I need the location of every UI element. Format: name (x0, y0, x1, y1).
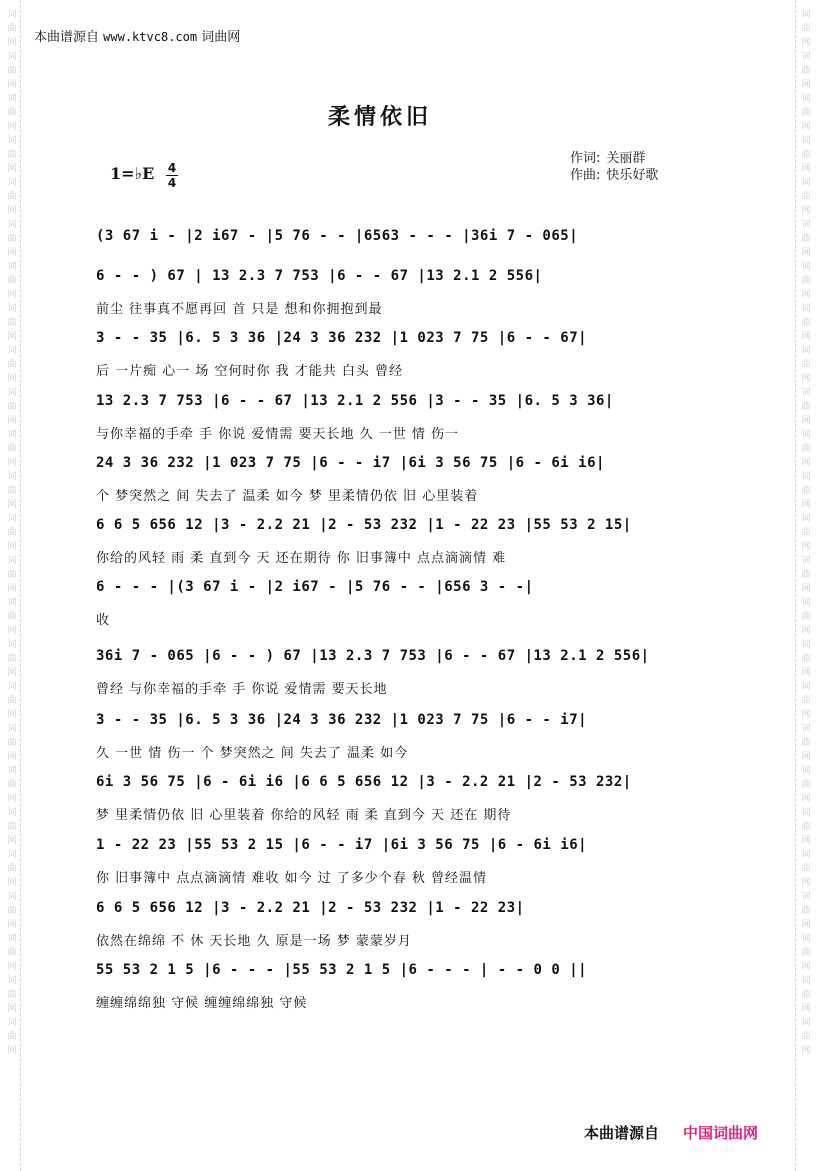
notes-1: (3 67 i - |2 i67 - |5 76 - - |6563 - - - |36i 7 - 065| (96, 228, 579, 244)
lyrics-12: 依然在绵绵 不 休 天长地 久 原是一场 梦 蒙蒙岁月 (96, 934, 412, 949)
lyrics-4: 与你幸福的手牵 手 你说 爱情需 要天长地 久 一世 情 伤一 (96, 427, 460, 442)
notes-10: 6i 3 56 75 |6 - 6i i6 |6 6 5 656 12 |3 - 2.2 21 |2 - 53 232| (96, 774, 632, 790)
time-signature-bottom: 4 (167, 176, 177, 190)
notes-13: 55 53 2 1 5 |6 - - - |55 53 2 1 5 |6 - - - | - - 0 0 || (96, 962, 588, 978)
source-header (34, 26, 240, 45)
lyrics-9: 久 一世 情 伤一 个 梦突然之 间 失去了 温柔 如今 (96, 746, 409, 761)
source-site-link[interactable]: www.ktvc8.com (103, 30, 198, 44)
left-watermark-text: 词曲网词曲网词曲网词曲网词曲网词曲网词曲网词曲网词曲网词曲网词曲网词曲网词曲网词曲网词曲网词曲网词曲网词曲网词曲网词曲网词曲网词曲网词曲网词曲网词曲网 (7, 10, 17, 1056)
source-prefix: 本曲谱源自 (34, 30, 100, 45)
left-watermark-strip (0, 0, 22, 1171)
composer-label: 作曲: (570, 168, 601, 183)
notes-8: 36i 7 - 065 |6 - - ) 67 |13 2.3 7 753 |6 - - 67 |13 2.1 2 556| (96, 648, 650, 664)
notes-2: 6 - - ) 67 | 13 2.3 7 753 |6 - - 67 |13 2.1 2 556| (96, 268, 543, 284)
lyrics-5: 个 梦突然之 间 失去了 温柔 如今 梦 里柔情仍依 旧 心里装着 (96, 489, 479, 504)
notes-12: 6 6 5 656 12 |3 - 2.2 21 |2 - 53 232 |1 - 22 23| (96, 900, 525, 916)
lyrics-2: 前尘 往事真不愿再回 首 只是 想和你拥抱到最 (96, 302, 383, 317)
right-watermark-strip (794, 0, 816, 1171)
lyrics-7: 收 (96, 613, 111, 628)
notes-3: 3 - - 35 |6. 5 3 36 |24 3 36 232 |1 023 7 75 |6 - - 67| (96, 330, 588, 346)
source-suffix: 词曲网 (201, 30, 241, 45)
right-dashed-border (795, 0, 796, 1171)
footer-brand-link[interactable]: 中国词曲网 (683, 1124, 759, 1142)
time-signature-top: 4 (167, 161, 177, 175)
notes-9: 3 - - 35 |6. 5 3 36 |24 3 36 232 |1 023 7 75 |6 - - i7| (96, 712, 588, 728)
footer-prefix: 本曲谱源自 (584, 1124, 660, 1142)
notes-5: 24 3 36 232 |1 023 7 75 |6 - - i7 |6i 3 56 75 |6 - 6i i6| (96, 455, 605, 471)
lyricist-row (570, 150, 658, 167)
notes-4: 13 2.3 7 753 |6 - - 67 |13 2.1 2 556 |3 - - 35 |6. 5 3 36| (96, 393, 614, 409)
song-title: 柔情依旧 (327, 105, 432, 130)
notes-7: 6 - - - |(3 67 i - |2 i67 - |5 76 - - |656 3 - -| (96, 579, 534, 595)
notes-6: 6 6 5 656 12 |3 - 2.2 21 |2 - 53 232 |1 - 22 23 |55 53 2 15| (96, 517, 632, 533)
lyrics-10: 梦 里柔情仍依 旧 心里装着 你给的风轻 雨 柔 直到今 天 还在 期待 (96, 808, 512, 823)
lyricist-label: 作词: (570, 151, 601, 166)
notes-11: 1 - 22 23 |55 53 2 15 |6 - - i7 |6i 3 56 75 |6 - 6i i6| (96, 837, 588, 853)
lyricist-name: 关丽群 (606, 151, 646, 166)
composer-row (570, 167, 658, 184)
lyrics-8: 曾经 与你幸福的手牵 手 你说 爱情需 要天长地 (96, 682, 388, 697)
key-signature: 1=♭E (110, 164, 155, 183)
time-signature (166, 162, 178, 189)
right-watermark-text: 词曲网词曲网词曲网词曲网词曲网词曲网词曲网词曲网词曲网词曲网词曲网词曲网词曲网词曲网词曲网词曲网词曲网词曲网词曲网词曲网词曲网词曲网词曲网词曲网词曲网 (801, 10, 811, 1056)
left-dashed-border (20, 0, 21, 1171)
lyrics-6: 你给的风轻 雨 柔 直到今 天 还在期待 你 旧事簿中 点点滴滴情 难 (96, 551, 507, 566)
composer-name: 快乐好歌 (606, 168, 659, 183)
credits (570, 150, 658, 184)
lyrics-13: 缠缠绵绵独 守候 缠缠绵绵独 守候 (96, 996, 308, 1011)
footer-source (584, 1122, 758, 1143)
lyrics-11: 你 旧事簿中 点点滴滴情 难收 如今 过 了多少个春 秋 曾经温情 (96, 871, 488, 886)
lyrics-3: 后 一片痴 心一 场 空何时你 我 才能共 白头 曾经 (96, 364, 404, 379)
